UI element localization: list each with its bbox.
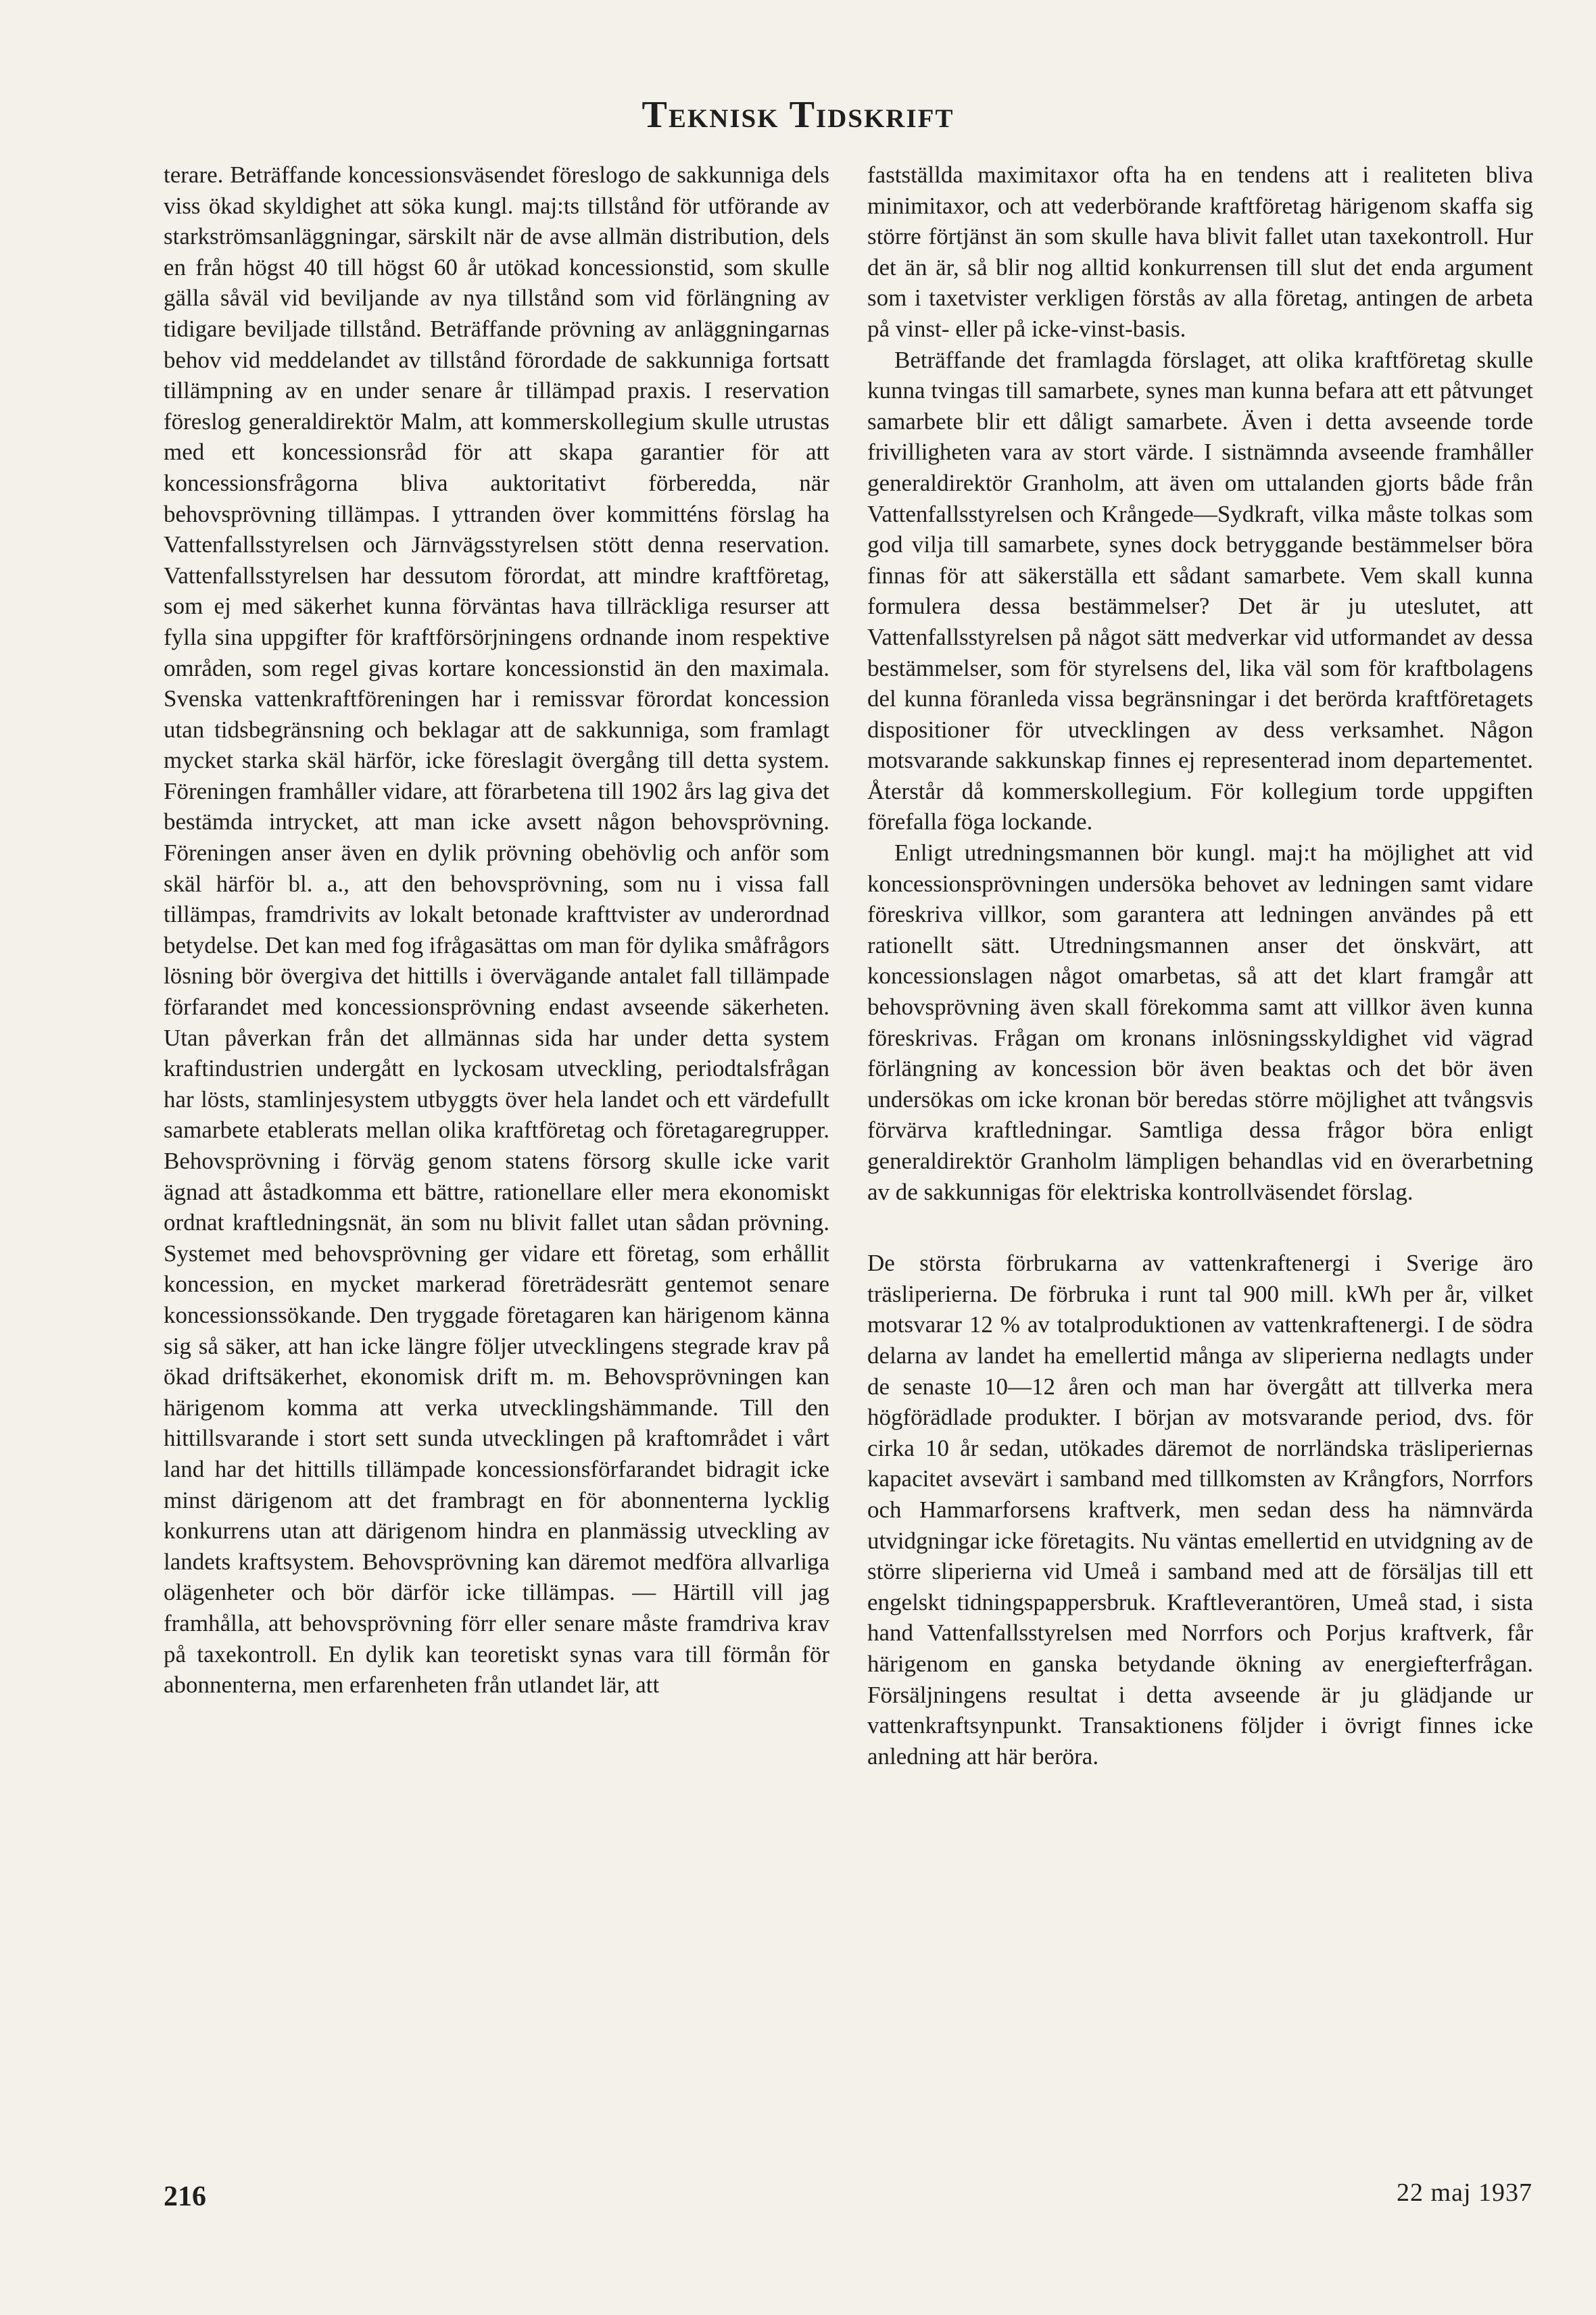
page-number: 216 [164, 2181, 206, 2212]
section-break [867, 1207, 1533, 1248]
left-column [164, 160, 829, 1701]
issue-date: 22 maj 1937 [1397, 2178, 1532, 2207]
paragraph: De största förbrukarna av vattenkraftenergi i Sverige äro träsliperierna. De förbruka i runt tal 900 mill. kWh per år, vilket motsvarar 12 % av totalproduktionen av vattenkraftenergi. I de södra delarna av landet ha emellertid många av sliperierna nedlagts under de senaste 10—12 åren och man har övergått att tillverka mera högförädlade produkter. I början av motsvarande period, dvs. för cirka 10 år sedan, utökades däremot de norrländska träsliperiernas kapacitet avsevärt i samband med tillkomsten av Krångfors, Norrfors och Hammarforsens kraftverk, men sedan dess ha nämnvärda utvidgningar icke företagits. Nu väntas emellertid en utvidgning av de större sliperierna vid Umeå i samband med att de försäljas till ett engelskt tidningspappersbruk. Kraftleverantören, Umeå stad, i sista hand Vattenfallsstyrelsen med Norrfors och Porjus kraftverk, får härigenom en ganska betydande ökning av energiefterfrågan. Försäljningens resultat i detta avseende är ju glädjande ur vattenkraftsynpunkt. Transaktionens följder i övrigt finnes icke anledning att här beröra. [867, 1250, 1533, 1770]
paragraph: Enligt utredningsmannen bör kungl. maj:t ha möjlighet att vid koncessionsprövningen undersöka behovet av ledningen samt vidare föreskriva villkor, som garantera att ledningen användes på ett rationellt sätt. Utredningsmannen anser det önskvärt, att koncessionslagen något omarbetas, så att det klart framgår att behovsprövning även skall förekomma samt att villkor även kunna föreskrivas. Frågan om kronans inlösningsskyldighet vid vägrad förlängning av koncession bör även beaktas och det bör även undersökas om icke kronan bör beredas större möjlighet att tvångsvis förvärva kraftledningar. Samtliga dessa frågor böra enligt generaldirektör Granholm lämpligen behandlas vid en överarbetning av de sakkunnigas för elektriska kontrollväsendet förslag. [867, 839, 1533, 1205]
journal-header: Teknisk Tidskrift [642, 94, 954, 136]
paragraph: Beträffande det framlagda förslaget, att olika kraftföretag skulle kunna tvingas till samarbete, synes man kunna befara att ett påtvunget samarbete blir ett dåligt samarbete. Även i detta avseende torde frivilligheten vara av stort värde. I sistnämnda avseende framhåller generaldirektör Granholm, att även om uttalanden gjorts både från Vattenfallsstyrelsen och Krångede—Sydkraft, vilka måste tolkas som god vilja till samarbete, synes dock betryggande bestämmelser böra finnas för att säkerställa ett sådant samarbete. Vem skall kunna formulera dessa bestämmelser? Det är ju uteslutet, att Vattenfallsstyrelsen på något sätt medverkar vid utformandet av dessa bestämmelser, som för styrelsens del, lika väl som för kraftbolagens del kunna föranleda vissa begränsningar i det berörda kraftföretagets dispositioner för utvecklingen av dess verksamhet. Någon motsvarande sakkunskap finnes ej representerad inom departementet. Återstår då kommerskollegium. För kollegium torde uppgiften förefalla föga lockande. [867, 346, 1533, 835]
right-column [867, 160, 1533, 1772]
paragraph: terare. Beträffande koncessionsväsendet föreslogo de sakkunniga dels viss ökad skyldighet att söka kungl. maj:ts tillstånd för utförande av starkströmsanläggningar, särskilt när de avse allmän distribution, dels en från högst 40 till högst 60 år utökad koncessionstid, som skulle gälla såväl vid beviljande av nya tillstånd som vid förlängning av tidigare beviljade tillstånd. Beträffande prövning av anläggningarnas behov vid meddelandet av tillstånd förordade de sakkunniga fortsatt tillämpning av en under senare år tillämpad praxis. I reservation föreslog generaldirektör Malm, att kommerskollegium skulle utrustas med ett koncessionsråd för att skapa garantier för att koncessionsfrågorna bliva auktoritativt förberedda, när behovsprövning tillämpas. I yttranden över kommitténs förslag ha Vattenfallsstyrelsen och Järnvägsstyrelsen stött denna reservation. Vattenfallsstyrelsen har dessutom förordat, att mindre kraftföretag, som ej med säkerhet kunna förväntas hava tillräckliga resurser att fylla sina uppgifter för kraftförsörjningens ordnande inom respektive områden, som regel givas kortare koncessionstid än den maximala. Svenska vattenkraftföreningen har i remissvar förordat koncession utan tidsbegränsning och beklagar att de sakkunniga, som framlagt mycket starka skäl härför, icke föreslagit övergång till detta system. Föreningen framhåller vidare, att förarbetena till 1902 års lag giva det bestämda intrycket, att man icke avsett någon behovsprövning. Föreningen anser även en dylik prövning obehövlig och anför som skäl härför bl. a., att den behovsprövning, som nu i vissa fall tillämpas, framdrivits av lokalt betonade krafttvister av underordnad betydelse. Det kan med fog ifrågasättas om man för dylika småfrågors lösning bör övergiva det hittills i övervägande antalet fall tillämpade förfarandet med koncessionsprövning endast avseende säkerheten. Utan påverkan från det allmännas sida har under detta system kraftindustrien undergått en lyckosam utveckling, periodtalsfrågan har lösts, stamlinjesystem utbyggts över hela landet och ett värdefullt samarbete etablerats mellan olika kraftföretag och företagaregrupper. Behovsprövning i förväg genom statens försorg skulle icke varit ägnad att åstadkomma ett bättre, rationellare eller mera ekonomiskt ordnat kraftledningsnät, än som nu blivit fallet utan sådan prövning. Systemet med behovsprövning ger vidare ett företag, som erhållit koncession, en mycket markerad företrädesrätt gentemot senare koncessionssökande. Den tryggade företagaren kan härigenom känna sig så säker, att han icke längre följer utvecklingens stegrade krav på ökad driftsäkerhet, ekonomisk drift m. m. Behovsprövningen kan härigenom komma att verka utvecklingshämmande. Till den hittillsvarande i stort sett sunda utvecklingen på kraftområdet i vårt land har det hittills tillämpade koncessionsförfarandet bidragit icke minst därigenom att det frambragt en för abonnenterna lycklig konkurrens utan att därigenom hindra en planmässig utveckling av landets kraftsystem. Behovsprövning kan däremot medföra allvarliga olägenheter och bör därför icke tillämpas. — Härtill vill jag framhålla, att behovsprövning förr eller senare måste framdriva krav på taxekontroll. En dylik kan teoretiskt synas vara till förmån för abonnenterna, men erfarenheten från utlandet lär, att [164, 162, 829, 1699]
paragraph: fastställda maximitaxor ofta ha en tendens att i realiteten bliva minimitaxor, och att vederbörande kraftföretag härigenom skaffa sig större förtjänst än som skulle hava blivit fallet utan taxekontroll. Hur det än är, så blir nog alltid konkurrensen till slut det enda argument som i taxetvister verkligen förstås av alla företag, antingen de arbeta på vinst- eller på icke-vinst-basis. [867, 162, 1533, 342]
